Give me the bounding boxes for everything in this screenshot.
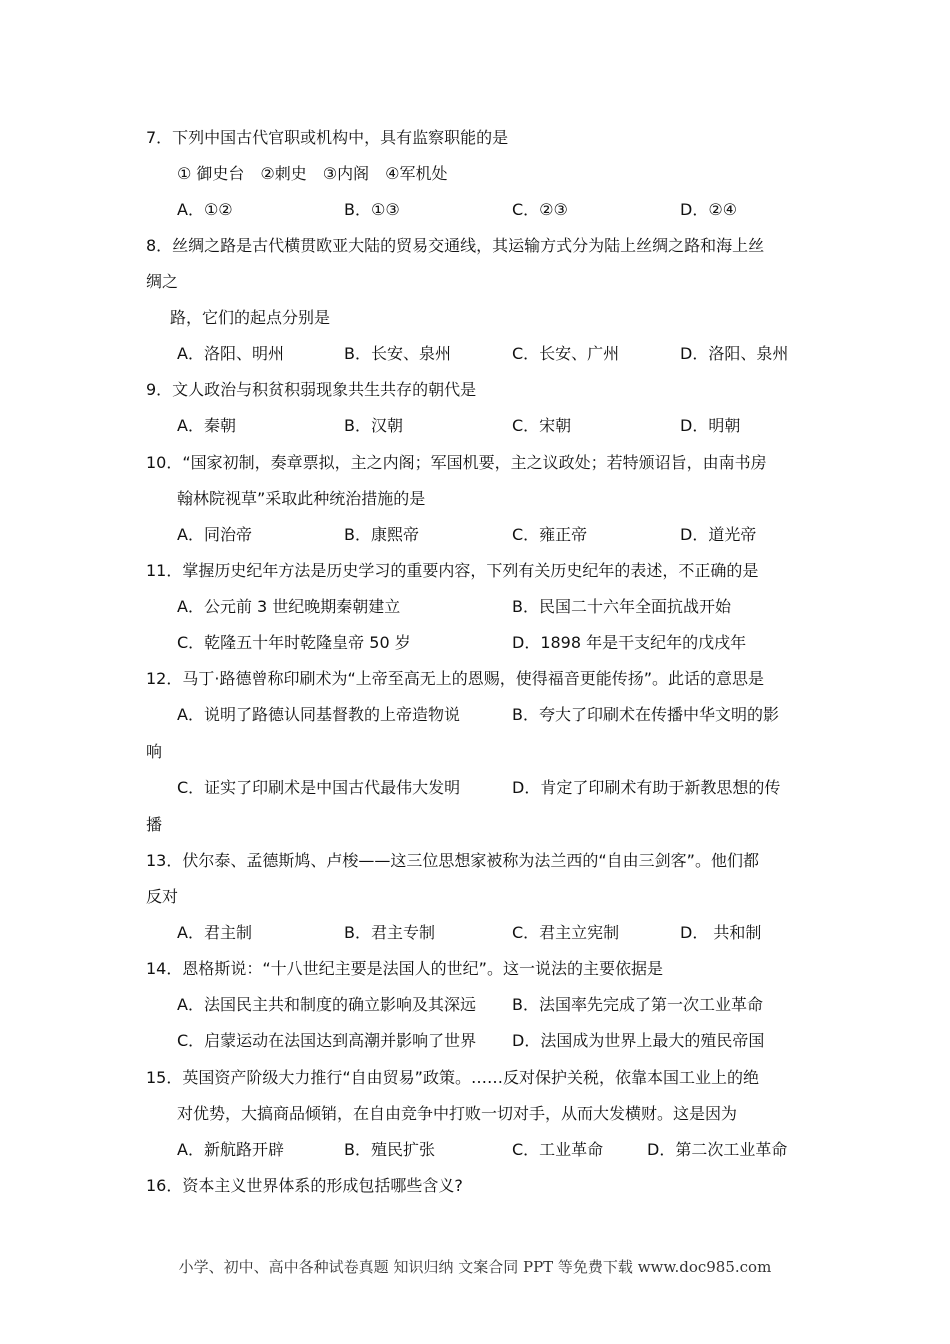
- question-12-option-c: C．证实了印刷术是中国古代最伟大发明: [177, 778, 461, 797]
- question-13-option-b: B．君主专制: [344, 923, 435, 942]
- question-13-option-d: D． 共和制: [680, 923, 762, 942]
- question-8-option-b: B．长安、泉州: [344, 344, 451, 363]
- question-15-option-c: C．工业革命: [512, 1140, 604, 1159]
- question-11-option-b: B．民国二十六年全面抗战开始: [512, 597, 731, 616]
- question-9-option-b: B．汉朝: [344, 416, 403, 435]
- question-14-option-c: C．启蒙运动在法国达到高潮并影响了世界: [177, 1031, 477, 1050]
- question-10-option-a: A．同治帝: [177, 525, 252, 544]
- question-7-items: ① 御史台 ②刺史 ③内阁 ④军机处: [177, 164, 448, 183]
- question-12-stem: 12．马丁·路德曾称印刷术为“上帝至高无上的恩赐，使得福音更能传扬”。此话的意思是: [146, 669, 765, 688]
- question-13-option-c: C．君主立宪制: [512, 923, 620, 942]
- footer-download-notice: 小学、初中、高中各种试卷真题 知识归纳 文案合同 PPT 等免费下载 www.doc985.com: [178, 1258, 772, 1276]
- question-7-stem: 7．下列中国古代官职或机构中，具有监察职能的是: [146, 128, 509, 147]
- question-10-stem-line2: 翰林院视草”采取此种统治措施的是: [177, 489, 426, 508]
- question-7-option-a: A．①②: [177, 200, 233, 219]
- question-13-stem-line1: 13．伏尔泰、孟德斯鸠、卢梭——这三位思想家被称为法兰西的“自由三剑客”。他们都: [146, 851, 759, 870]
- question-8-option-a: A．洛阳、明州: [177, 344, 284, 363]
- question-9-option-d: D．明朝: [680, 416, 741, 435]
- question-14-stem: 14．恩格斯说：“十八世纪主要是法国人的世纪”。这一说法的主要依据是: [146, 959, 663, 978]
- question-15-option-d: D．第二次工业革命: [647, 1140, 788, 1159]
- question-15-option-b: B．殖民扩张: [344, 1140, 435, 1159]
- question-7-option-d: D．②④: [680, 200, 738, 219]
- question-8-stem-line1: 8．丝绸之路是古代横贯欧亚大陆的贸易交通线，其运输方式分为陆上丝绸之路和海上丝: [146, 236, 765, 255]
- question-9-stem: 9．文人政治与积贫积弱现象共生共存的朝代是: [146, 380, 477, 399]
- question-14-option-d: D．法国成为世界上最大的殖民帝国: [512, 1031, 765, 1050]
- question-15-option-a: A．新航路开辟: [177, 1140, 284, 1159]
- question-15-stem-line2: 对优势，大搞商品倾销，在自由竞争中打败一切对手，从而大发横财。这是因为: [177, 1104, 738, 1123]
- question-9-option-c: C．宋朝: [512, 416, 572, 435]
- question-8-option-d: D．洛阳、泉州: [680, 344, 789, 363]
- question-7-option-b: B．①③: [344, 200, 400, 219]
- question-12-option-b: B．夸大了印刷术在传播中华文明的影: [512, 705, 779, 724]
- question-12-option-b-wrap: 响: [146, 742, 163, 761]
- question-14-option-a: A．法国民主共和制度的确立影响及其深远: [177, 995, 476, 1014]
- question-12-option-d-wrap: 播: [146, 815, 163, 834]
- question-7-option-c: C．②③: [512, 200, 568, 219]
- question-12-option-a: A．说明了路德认同基督教的上帝造物说: [177, 705, 460, 724]
- question-10-option-d: D．道光帝: [680, 525, 757, 544]
- question-11-option-c: C．乾隆五十年时乾隆皇帝 50 岁: [177, 633, 411, 652]
- question-11-stem: 11．掌握历史纪年方法是历史学习的重要内容，下列有关历史纪年的表述，不正确的是: [146, 561, 759, 580]
- question-16-stem: 16．资本主义世界体系的形成包括哪些含义?: [146, 1176, 463, 1195]
- question-15-stem-line1: 15．英国资产阶级大力推行“自由贸易”政策。……反对保护关税，依靠本国工业上的绝: [146, 1068, 759, 1087]
- question-11-option-d: D．1898 年是干支纪年的戊戌年: [512, 633, 747, 652]
- question-8-stem-line3: 路，它们的起点分别是: [170, 308, 331, 327]
- question-13-stem-line2: 反对: [146, 887, 179, 906]
- question-14-option-b: B．法国率先完成了第一次工业革命: [512, 995, 763, 1014]
- question-8-option-c: C．长安、广州: [512, 344, 620, 363]
- question-10-option-c: C．雍正帝: [512, 525, 588, 544]
- question-13-option-a: A．君主制: [177, 923, 252, 942]
- question-9-option-a: A．秦朝: [177, 416, 236, 435]
- question-11-option-a: A．公元前 3 世纪晚期秦朝建立: [177, 597, 401, 616]
- question-10-option-b: B．康熙帝: [344, 525, 419, 544]
- question-10-stem-line1: 10．“国家初制，奏章票拟，主之内阁；军国机要，主之议政处；若特颁诏旨，由南书房: [146, 453, 767, 472]
- question-12-option-d: D．肯定了印刷术有助于新教思想的传: [512, 778, 781, 797]
- question-8-stem-line2: 绸之: [146, 272, 179, 291]
